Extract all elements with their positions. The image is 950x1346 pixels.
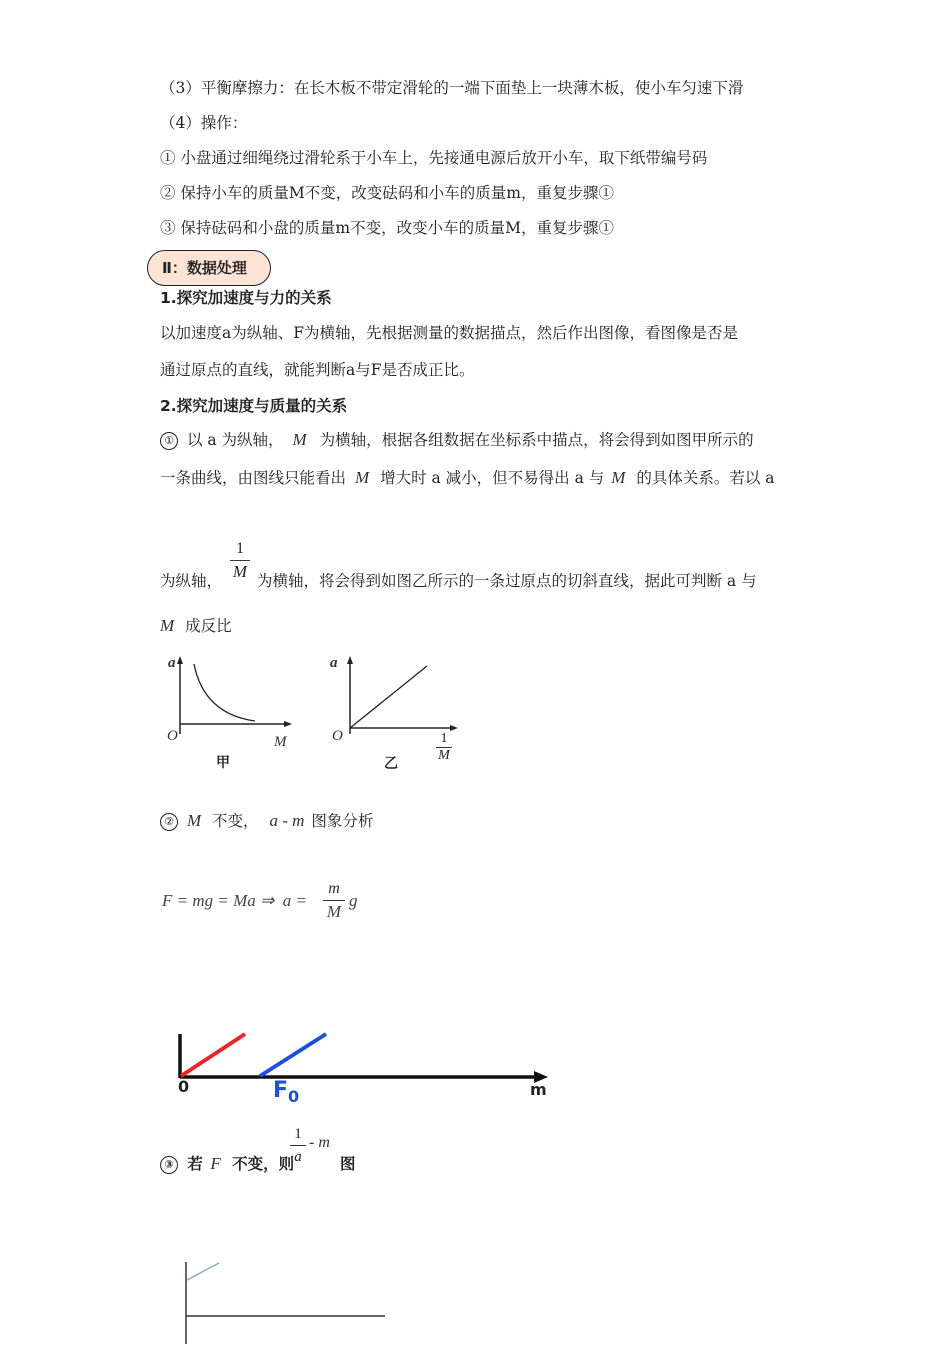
- yi-origin: O: [332, 728, 343, 744]
- text: 若: [187, 1155, 203, 1173]
- operation-2: ② 保持小车的质量M不变，改变砝码和小车的质量m，重复步骤①: [160, 184, 614, 202]
- operation-1: ① 小盘通过细绳绕过滑轮系于小车上，先接通电源后放开小车，取下纸带编号码: [160, 149, 708, 167]
- part2-line3b: 为横轴，将会得到如图乙所示的一条过原点的切斜直线，据此可判断 a 与: [257, 572, 757, 590]
- blue-line: [260, 1034, 326, 1076]
- text: 图象分析: [311, 812, 374, 830]
- part2-line1: [160, 430, 754, 450]
- formula-fraction: m M: [323, 880, 345, 921]
- text: 为横轴，根据各组数据在坐标系中描点，将会得到如图甲所示的: [319, 431, 754, 449]
- step-3: （3）平衡摩擦力：在长木板不带定滑轮的一端下面垫上一块薄木板，使小车匀速下滑: [160, 79, 744, 97]
- var-M: M: [354, 468, 370, 487]
- formula-lhs: F = mg = Ma ⇒ a =: [162, 891, 307, 910]
- graph-inv-a-m: [175, 1256, 395, 1346]
- text: 不变，: [212, 812, 259, 830]
- step-4: （4）操作：: [160, 114, 248, 132]
- graph-a-m: [170, 1030, 570, 1100]
- yi-x-label: 1 M: [436, 732, 452, 763]
- fraction-1-over-M: 1 M: [230, 540, 250, 581]
- a-m-label: a - m: [269, 811, 305, 830]
- graph-jia: [160, 652, 300, 772]
- part2-line4: [160, 616, 232, 636]
- text: 增大时 a 减小，但不易得出 a 与: [380, 469, 605, 487]
- text: 以 a 为纵轴，: [186, 431, 284, 449]
- part2-line3a: 为纵轴，: [160, 572, 223, 590]
- jia-caption: 甲: [216, 755, 230, 771]
- var-M: M: [160, 616, 175, 635]
- part2-line2: [160, 468, 774, 488]
- text: 成反比: [185, 617, 232, 635]
- var-M: M: [292, 430, 307, 449]
- var-F: F: [210, 1154, 221, 1173]
- yi-y-label: a: [330, 655, 338, 671]
- jia-x-label: M: [274, 734, 287, 750]
- circled-number: ①: [160, 432, 178, 450]
- item3-dash-m: - m: [309, 1134, 330, 1151]
- item2-line: [160, 811, 373, 831]
- var-M: M: [186, 811, 202, 830]
- graph3-x-label: m: [530, 1080, 547, 1099]
- item3-fraction: 1 a: [290, 1125, 306, 1166]
- var-M: M: [611, 468, 626, 487]
- jia-origin: O: [167, 728, 178, 744]
- graph3-f0: $F_0$: [273, 1078, 300, 1106]
- circled-number: ②: [160, 813, 178, 831]
- text: 不变，则: [232, 1155, 295, 1173]
- red-line: [181, 1034, 245, 1076]
- part1-paragraph-line1: 以加速度a为纵轴、F为横轴，先根据测量的数据描点，然后作出图像，看图像是否是: [160, 324, 738, 342]
- text: 的具体关系。若以 a: [636, 469, 775, 487]
- part2-heading: 2.探究加速度与质量的关系: [160, 397, 348, 415]
- circled-number: ③: [160, 1156, 178, 1174]
- text: 一条曲线，由图线只能看出: [160, 469, 347, 487]
- jia-y-label: a: [168, 655, 176, 671]
- yi-caption: 乙: [384, 756, 398, 772]
- item3-line: [160, 1154, 294, 1174]
- formula-rhs: g: [349, 891, 358, 910]
- part1-paragraph-line2: 通过原点的直线，就能判断a与F是否成正比。: [160, 361, 475, 379]
- operation-3: ③ 保持砝码和小盘的质量m不变，改变小车的质量M，重复步骤①: [160, 219, 614, 237]
- item3-tail: 图: [340, 1155, 356, 1173]
- section-badge: Ⅱ：数据处理: [147, 250, 271, 286]
- graph3-origin: 0: [178, 1077, 190, 1096]
- part1-heading: 1.探究加速度与力的关系: [160, 289, 332, 307]
